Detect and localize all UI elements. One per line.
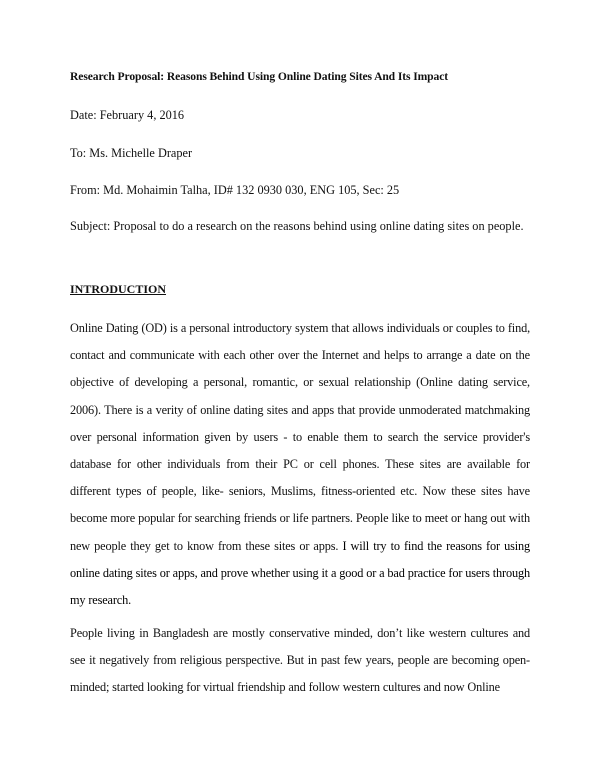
document-title: Research Proposal: Reasons Behind Using Online Dating Sites And Its Impact xyxy=(70,70,449,83)
subject-line: Subject: Proposal to do a research on the reasons behind using online dating sites on people. xyxy=(70,219,524,233)
recipient-line: To: Ms. Michelle Draper xyxy=(70,146,193,160)
introduction-paragraph-1 xyxy=(70,315,530,614)
section-heading-introduction: INTRODUCTION xyxy=(70,282,167,296)
paragraph-1-research-goal: I will try to find the reasons for using online dating sites or apps, and prove whether using it a good or a bad practice for users through my research. xyxy=(70,538,530,608)
sender-line: From: Md. Mohaimin Talha, ID# 132 0930 030, ENG 105, Sec: 25 xyxy=(70,183,400,197)
paragraph-1-text: Online Dating (OD) is a personal introductory system that allows individuals or couples to find, contact and communicate with each other over the Internet and helps to arrange a date on the objective of developing a personal, romantic, or sexual relationship (Online dating service, 2006). There is a verity of online dating sites and apps that provide unmoderated matchmaking over personal information given by users - to enable them to search the service provider's database for other individuals from their PC or cell phones. These sites are available for different types of people, like- seniors, Muslims, fitness-oriented etc. Now these sites have become more popular for searching friends or life partners. People like to meet or hang out with new people they get to know from these sites or apps. xyxy=(70,321,530,553)
date-line: Date: February 4, 2016 xyxy=(70,108,185,122)
introduction-paragraph-2: People living in Bangladesh are mostly conservative minded, don’t like western cultures and see it negatively from religious perspective. But in past few years, people are becoming open-minded; started looking for virtual friendship and follow western cultures and now Online xyxy=(70,626,530,695)
